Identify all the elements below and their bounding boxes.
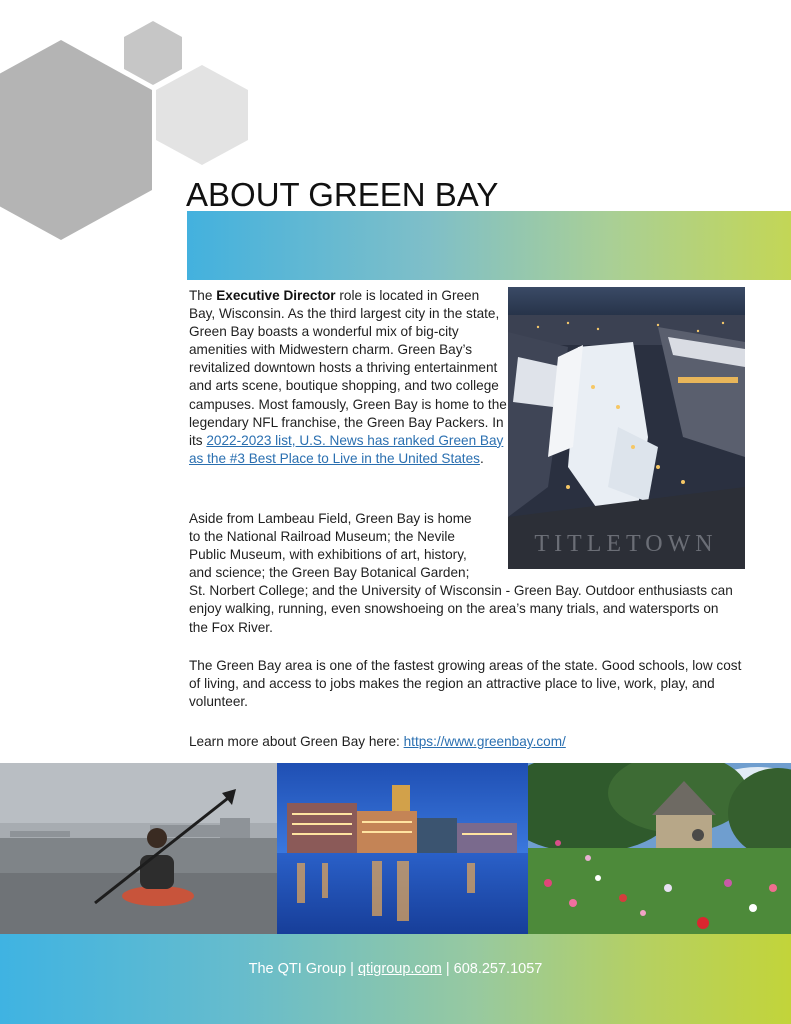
attractions-paragraph: [189, 510, 739, 637]
footer-bar: [0, 934, 791, 1024]
intro-paragraph: [189, 287, 507, 468]
medium-hexagon-decoration: [156, 65, 248, 165]
footer-company: The QTI Group: [248, 961, 347, 977]
learn-more-lead: Learn more about Green Bay here:: [189, 734, 404, 749]
footer-contact: [0, 961, 791, 977]
learn-more-paragraph: [189, 733, 749, 751]
growth-paragraph: The Green Bay area is one of the fastest growing areas of the state. Good schools, low cost of living, and access to jobs makes the region an attractive place to live, work, play, and volunteer.: [189, 658, 742, 710]
us-news-ranking-link[interactable]: 2022-2023 list, U.S. News has ranked Green Bay as the #3 Best Place to Live in the United States: [189, 432, 504, 466]
image-wrap-spacer: [481, 510, 739, 566]
kayaker-photo: [0, 763, 277, 934]
page-title: ABOUT GREEN BAY: [186, 176, 499, 213]
waterfront-night-photo: [277, 763, 528, 934]
role-name: Executive Director: [216, 288, 336, 303]
footer-separator: |: [441, 961, 454, 977]
title-gradient-bar: [187, 211, 791, 280]
intro-lead: The: [189, 288, 217, 303]
greenbay-website-link[interactable]: https://www.greenbay.com/: [403, 734, 566, 749]
intro-text: role is located in Green Bay, Wisconsin. As the third largest city in the state, Green Bay boasts a wonderful mix of big-city amenities with Midwestern charm. Green Bay’s revitalized downtown hosts a thriving entertainment and arts scene, boutique shopping, and two college campuses. Most famously, Green Bay is home to the legendary NFL franchise, the Green Bay Packers. In its: [189, 288, 507, 448]
intro-end: .: [479, 450, 484, 466]
titletown-sign-text: TITLETOWN: [534, 531, 718, 557]
attractions-text: Aside from Lambeau Field, Green Bay is home to the National Railroad Museum; the Nevile Public Museum, with exhibitions of art, history, and science; the Green Bay Botanical Garden; St. Norbert College; and the University of Wisconsin - Green Bay. Outdoor enthusiasts can enjoy walking, running, even snowshoeing on the area’s many trials, and watersports on the Fox River.: [189, 511, 733, 635]
footer-website-link[interactable]: qtigroup.com: [357, 961, 442, 977]
botanical-garden-photo: [528, 763, 791, 934]
footer-separator: |: [346, 961, 358, 977]
footer-phone: 608.257.1057: [453, 961, 543, 977]
